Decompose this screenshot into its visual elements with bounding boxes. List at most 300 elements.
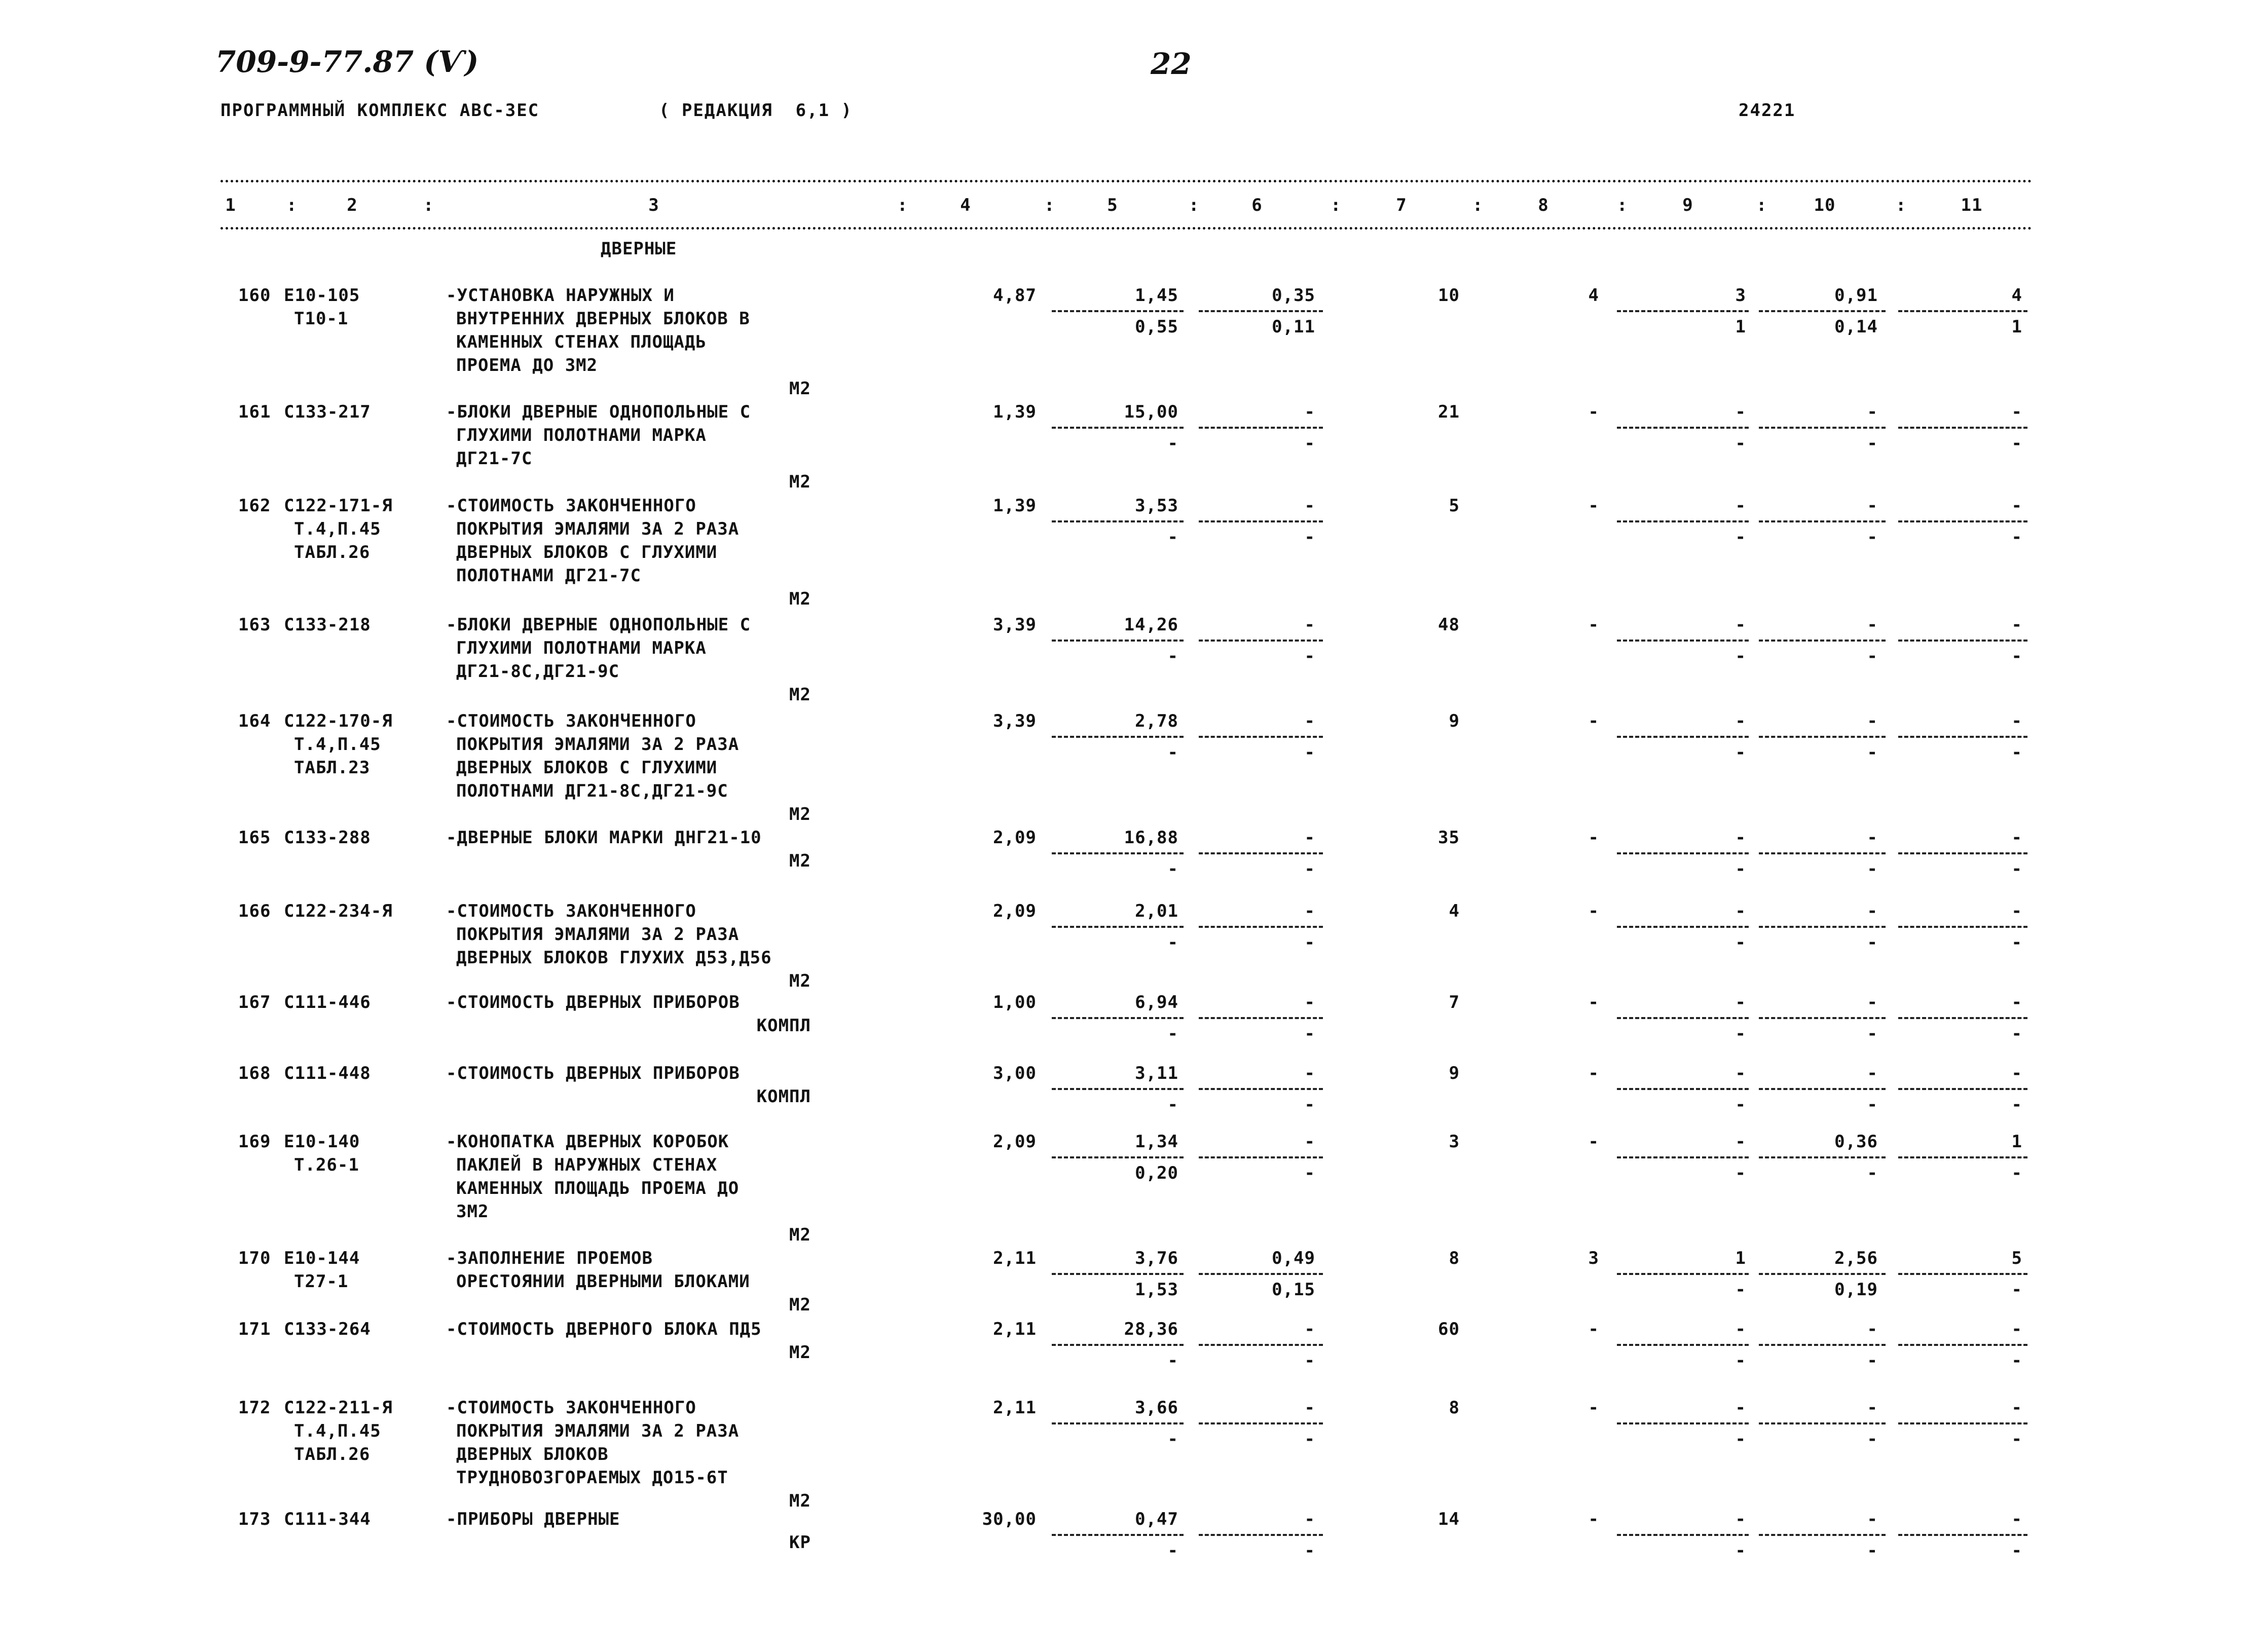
- column-separator: :: [286, 195, 298, 215]
- cell-c6-top: -: [1304, 828, 1315, 848]
- cell-c8: -: [1588, 711, 1599, 731]
- row-number: 170: [238, 1248, 271, 1268]
- column-header-4: 4: [960, 195, 971, 215]
- cell-c5-bottom: 1,53: [1135, 1280, 1178, 1300]
- row-description: ДВЕРНЫХ БЛОКОВ ГЛУХИХ Д53,Д56: [456, 948, 772, 968]
- cell-divider: [1898, 1273, 2027, 1275]
- cell-divider: [1759, 520, 1886, 522]
- cell-divider: [1898, 1017, 2027, 1019]
- cell-c10-bottom: -: [1867, 527, 1878, 547]
- row-description: -СТОИМОСТЬ ЗАКОНЧЕННОГО: [446, 1398, 696, 1418]
- cell-c10-bottom: -: [1867, 1429, 1878, 1449]
- cell-c9-top: 1: [1735, 1248, 1746, 1268]
- cell-divider: [1052, 852, 1184, 854]
- cell-c7: 8: [1449, 1398, 1460, 1418]
- cell-divider: [1052, 310, 1184, 312]
- cell-c11-top: -: [2011, 828, 2022, 848]
- cell-c6-bottom: -: [1304, 646, 1315, 666]
- cell-c11-top: -: [2011, 496, 2022, 516]
- cell-divider: [1759, 736, 1886, 738]
- cell-c5-bottom: -: [1167, 1024, 1178, 1044]
- cell-c6-bottom: -: [1304, 1163, 1315, 1183]
- cell-c9-bottom: -: [1735, 1095, 1746, 1115]
- cell-c10-bottom: -: [1867, 859, 1878, 879]
- cell-c8: -: [1588, 1398, 1599, 1418]
- cell-c6-top: -: [1304, 496, 1315, 516]
- row-description: ОРЕСТОЯНИИ ДВЕРНЫМИ БЛОКАМИ: [456, 1271, 750, 1292]
- row-code: С122-170-Я: [284, 711, 393, 731]
- cell-c6-bottom: -: [1304, 433, 1315, 454]
- cell-c6-bottom: -: [1304, 1024, 1315, 1044]
- cell-c5-bottom: -: [1167, 859, 1178, 879]
- cell-c6-top: -: [1304, 992, 1315, 1012]
- cell-c8: -: [1588, 496, 1599, 516]
- cell-c11-bottom: -: [2011, 1024, 2022, 1044]
- cell-c8: -: [1588, 1509, 1599, 1529]
- row-description: -СТОИМОСТЬ ДВЕРНЫХ ПРИБОРОВ: [446, 992, 740, 1012]
- cell-divider: [1759, 1534, 1886, 1536]
- cell-divider: [1617, 1088, 1749, 1090]
- cell-c10-top: -: [1867, 402, 1878, 422]
- section-title: ДВЕРНЫЕ: [601, 239, 677, 259]
- row-number: 163: [238, 615, 271, 635]
- cell-divider: [1617, 1156, 1749, 1158]
- column-separator: :: [1189, 195, 1200, 215]
- cell-c11-bottom: -: [2011, 1429, 2022, 1449]
- row-description: ДГ21-7С: [456, 448, 533, 469]
- column-header-8: 8: [1538, 195, 1549, 215]
- cell-divider: [1617, 1273, 1749, 1275]
- row-number: 172: [238, 1398, 271, 1418]
- row-number: 166: [238, 901, 271, 921]
- row-description: ПОКРЫТИЯ ЭМАЛЯМИ ЗА 2 РАЗА: [456, 924, 740, 945]
- document-number: 24221: [1739, 100, 1796, 121]
- cell-divider: [1898, 640, 2027, 642]
- cell-c9-bottom: -: [1735, 859, 1746, 879]
- cell-divider: [1052, 1156, 1184, 1158]
- cell-divider: [1898, 1088, 2027, 1090]
- row-number: 165: [238, 828, 271, 848]
- cell-c8: 3: [1588, 1248, 1599, 1268]
- cell-c4: 3,39: [993, 711, 1037, 731]
- cell-c10-top: -: [1867, 1319, 1878, 1339]
- cell-divider: [1199, 736, 1323, 738]
- cell-divider: [1898, 1422, 2027, 1424]
- cell-c9-bottom: 1: [1735, 317, 1746, 337]
- row-unit: М2: [789, 804, 811, 824]
- cell-divider: [1199, 926, 1323, 928]
- cell-c5-bottom: -: [1167, 1095, 1178, 1115]
- cell-c6-top: -: [1304, 1509, 1315, 1529]
- cell-divider: [1898, 310, 2027, 312]
- cell-divider: [1617, 520, 1749, 522]
- cell-c9-bottom: -: [1735, 1280, 1746, 1300]
- row-description: ПАКЛЕЙ В НАРУЖНЫХ СТЕНАХ: [456, 1155, 718, 1175]
- cell-c7: 60: [1438, 1319, 1460, 1339]
- cell-c8: -: [1588, 1132, 1599, 1152]
- cell-c6-bottom: 0,11: [1272, 317, 1315, 337]
- cell-c9-bottom: -: [1735, 433, 1746, 454]
- cell-c5-bottom: -: [1167, 1541, 1178, 1561]
- cell-c9-top: -: [1735, 402, 1746, 422]
- row-description: КАМЕННЫХ ПЛОЩАДЬ ПРОЕМА ДО: [456, 1178, 740, 1198]
- cell-c7: 48: [1438, 615, 1460, 635]
- cell-divider: [1199, 310, 1323, 312]
- row-code: Т.4,П.45: [294, 1421, 381, 1441]
- header-rule: [220, 227, 2033, 230]
- cell-c4: 3,39: [993, 615, 1037, 635]
- cell-c11-top: -: [2011, 901, 2022, 921]
- cell-c5-bottom: -: [1167, 646, 1178, 666]
- cell-c6-bottom: -: [1304, 1429, 1315, 1449]
- cell-c6-bottom: -: [1304, 1541, 1315, 1561]
- cell-c11-bottom: -: [2011, 1350, 2022, 1371]
- cell-c11-top: -: [2011, 711, 2022, 731]
- cell-c9-bottom: -: [1735, 932, 1746, 953]
- cell-c10-top: 2,56: [1834, 1248, 1878, 1268]
- cell-c5-top: 0,47: [1135, 1509, 1178, 1529]
- column-header-11: 11: [1961, 195, 1983, 215]
- cell-c5-top: 1,45: [1135, 285, 1178, 306]
- cell-divider: [1199, 520, 1323, 522]
- row-description: -УСТАНОВКА НАРУЖНЫХ И: [446, 285, 675, 306]
- column-separator: :: [1044, 195, 1055, 215]
- cell-c9-top: -: [1735, 1319, 1746, 1339]
- row-description: КАМЕННЫХ СТЕНАХ ПЛОЩАДЬ: [456, 332, 707, 352]
- cell-c10-top: -: [1867, 992, 1878, 1012]
- cell-c4: 4,87: [993, 285, 1037, 306]
- cell-c6-bottom: -: [1304, 932, 1315, 953]
- cell-c6-top: 0,49: [1272, 1248, 1315, 1268]
- cell-c11-bottom: -: [2011, 1163, 2022, 1183]
- column-header-10: 10: [1814, 195, 1836, 215]
- cell-c5-top: 28,36: [1124, 1319, 1178, 1339]
- cell-c6-top: -: [1304, 901, 1315, 921]
- column-header-3: 3: [648, 195, 659, 215]
- cell-divider: [1199, 1156, 1323, 1158]
- cell-c11-bottom: -: [2011, 742, 2022, 763]
- cell-c4: 2,11: [993, 1248, 1037, 1268]
- row-description: -ДВЕРНЫЕ БЛОКИ МАРКИ ДНГ21-10: [446, 828, 762, 848]
- row-description: ПРОЕМА ДО 3М2: [456, 355, 598, 376]
- row-number: 168: [238, 1063, 271, 1083]
- row-code: С133-264: [284, 1319, 371, 1339]
- row-description: ДГ21-8С,ДГ21-9С: [456, 661, 620, 682]
- cell-divider: [1759, 1156, 1886, 1158]
- row-code: Т10-1: [294, 309, 349, 329]
- cell-divider: [1199, 1088, 1323, 1090]
- cell-c10-bottom: -: [1867, 1350, 1878, 1371]
- cell-c5-bottom: -: [1167, 527, 1178, 547]
- row-description: ТРУДНОВОЗГОРАЕМЫХ ДО15-6Т: [456, 1468, 728, 1488]
- cell-c9-top: -: [1735, 1063, 1746, 1083]
- cell-c5-top: 3,11: [1135, 1063, 1178, 1083]
- cell-c6-bottom: -: [1304, 1350, 1315, 1371]
- row-unit: М2: [789, 379, 811, 399]
- page-number: 22: [1151, 47, 1192, 81]
- cell-c6-bottom: -: [1304, 859, 1315, 879]
- cell-c9-top: 3: [1735, 285, 1746, 306]
- cell-divider: [1617, 427, 1749, 429]
- cell-c11-bottom: -: [2011, 1095, 2022, 1115]
- edition-label: ( РЕДАКЦИЯ 6,1 ): [659, 100, 853, 121]
- cell-c10-top: -: [1867, 828, 1878, 848]
- cell-divider: [1199, 1273, 1323, 1275]
- cell-c8: -: [1588, 901, 1599, 921]
- row-description: -КОНОПАТКА ДВЕРНЫХ КОРОБОК: [446, 1132, 729, 1152]
- cell-c8: -: [1588, 615, 1599, 635]
- row-description: ПОКРЫТИЯ ЭМАЛЯМИ ЗА 2 РАЗА: [456, 1421, 740, 1441]
- row-description: ДВЕРНЫХ БЛОКОВ: [456, 1444, 609, 1465]
- row-unit: М2: [789, 1225, 811, 1245]
- cell-c7: 10: [1438, 285, 1460, 306]
- column-header-2: 2: [347, 195, 358, 215]
- cell-c11-top: 1: [2011, 1132, 2022, 1152]
- top-rule: [220, 180, 2033, 182]
- cell-c10-top: -: [1867, 1509, 1878, 1529]
- row-code: Т27-1: [294, 1271, 349, 1292]
- cell-c6-top: -: [1304, 402, 1315, 422]
- column-separator: :: [1331, 195, 1342, 215]
- row-description: -БЛОКИ ДВЕРНЫЕ ОДНОПОЛЬНЫЕ С: [446, 615, 751, 635]
- row-number: 173: [238, 1509, 271, 1529]
- cell-c11-bottom: 1: [2011, 317, 2022, 337]
- cell-c10-bottom: 0,19: [1834, 1280, 1878, 1300]
- cell-c5-top: 15,00: [1124, 402, 1178, 422]
- cell-c11-top: -: [2011, 1398, 2022, 1418]
- cell-c11-bottom: -: [2011, 932, 2022, 953]
- row-unit: М2: [789, 851, 811, 871]
- cell-c11-top: 5: [2011, 1248, 2022, 1268]
- cell-c6-bottom: -: [1304, 1095, 1315, 1115]
- row-description: -СТОИМОСТЬ ДВЕРНЫХ ПРИБОРОВ: [446, 1063, 740, 1083]
- cell-c9-top: -: [1735, 901, 1746, 921]
- cell-c9-top: -: [1735, 1509, 1746, 1529]
- cell-c4: 2,09: [993, 1132, 1037, 1152]
- row-code: С122-234-Я: [284, 901, 393, 921]
- row-description: ПОЛОТНАМИ ДГ21-8С,ДГ21-9С: [456, 781, 728, 801]
- cell-c8: -: [1588, 1063, 1599, 1083]
- row-unit: М2: [789, 1295, 811, 1315]
- cell-divider: [1759, 310, 1886, 312]
- column-header-6: 6: [1251, 195, 1263, 215]
- row-code: С133-288: [284, 828, 371, 848]
- cell-c9-bottom: -: [1735, 742, 1746, 763]
- cell-c9-bottom: -: [1735, 1429, 1746, 1449]
- row-number: 162: [238, 496, 271, 516]
- cell-divider: [1759, 1017, 1886, 1019]
- cell-c10-bottom: -: [1867, 1095, 1878, 1115]
- cell-c10-bottom: -: [1867, 433, 1878, 454]
- row-unit: М2: [789, 472, 811, 492]
- row-description: -СТОИМОСТЬ ЗАКОНЧЕННОГО: [446, 496, 696, 516]
- row-code: С111-344: [284, 1509, 371, 1529]
- column-separator: :: [1617, 195, 1628, 215]
- cell-divider: [1898, 1344, 2027, 1346]
- row-description: -СТОИМОСТЬ ЗАКОНЧЕННОГО: [446, 711, 696, 731]
- cell-c10-top: -: [1867, 711, 1878, 731]
- cell-c11-bottom: -: [2011, 646, 2022, 666]
- cell-c11-bottom: -: [2011, 859, 2022, 879]
- cell-divider: [1898, 852, 2027, 854]
- cell-c7: 7: [1449, 992, 1460, 1012]
- row-code: Т.4,П.45: [294, 519, 381, 539]
- cell-divider: [1052, 926, 1184, 928]
- cell-c4: 1,00: [993, 992, 1037, 1012]
- cell-c9-top: -: [1735, 496, 1746, 516]
- cell-c11-top: -: [2011, 615, 2022, 635]
- cell-divider: [1199, 1344, 1323, 1346]
- cell-c8: -: [1588, 992, 1599, 1012]
- cell-c5-top: 14,26: [1124, 615, 1178, 635]
- row-description: -СТОИМОСТЬ ЗАКОНЧЕННОГО: [446, 901, 696, 921]
- cell-c10-bottom: -: [1867, 742, 1878, 763]
- row-code: ТАБЛ.23: [294, 758, 371, 778]
- cell-divider: [1617, 1422, 1749, 1424]
- cell-c10-bottom: -: [1867, 646, 1878, 666]
- cell-c9-top: -: [1735, 1132, 1746, 1152]
- row-code: С133-218: [284, 615, 371, 635]
- row-code: С111-446: [284, 992, 371, 1012]
- cell-c5-bottom: -: [1167, 742, 1178, 763]
- cell-divider: [1199, 640, 1323, 642]
- cell-divider: [1199, 1422, 1323, 1424]
- cell-c8: -: [1588, 402, 1599, 422]
- cell-c7: 14: [1438, 1509, 1460, 1529]
- cell-c7: 21: [1438, 402, 1460, 422]
- cell-c10-bottom: -: [1867, 1163, 1878, 1183]
- cell-c6-top: -: [1304, 1132, 1315, 1152]
- cell-c4: 2,11: [993, 1319, 1037, 1339]
- cell-c9-top: -: [1735, 992, 1746, 1012]
- cell-divider: [1898, 427, 2027, 429]
- row-code: Е10-140: [284, 1132, 360, 1152]
- column-header-1: 1: [225, 195, 236, 215]
- row-code: С133-217: [284, 402, 371, 422]
- cell-c6-top: 0,35: [1272, 285, 1315, 306]
- cell-c5-bottom: 0,55: [1135, 317, 1178, 337]
- cell-c6-bottom: 0,15: [1272, 1280, 1315, 1300]
- cell-divider: [1759, 852, 1886, 854]
- cell-c6-top: -: [1304, 1319, 1315, 1339]
- cell-divider: [1617, 1344, 1749, 1346]
- row-description: 3М2: [456, 1202, 489, 1222]
- cell-c10-bottom: 0,14: [1834, 317, 1878, 337]
- cell-c5-top: 16,88: [1124, 828, 1178, 848]
- cell-divider: [1617, 640, 1749, 642]
- cell-c7: 9: [1449, 711, 1460, 731]
- cell-c11-top: -: [2011, 1509, 2022, 1529]
- cell-c6-top: -: [1304, 711, 1315, 731]
- cell-c7: 8: [1449, 1248, 1460, 1268]
- document-code: 709-9-77.87 (Ѵ): [215, 45, 479, 79]
- cell-divider: [1759, 1273, 1886, 1275]
- row-code: ТАБЛ.26: [294, 542, 371, 562]
- cell-divider: [1617, 1017, 1749, 1019]
- row-description: -ПРИБОРЫ ДВЕРНЫЕ: [446, 1509, 620, 1529]
- cell-c4: 30,00: [982, 1509, 1037, 1529]
- cell-c5-bottom: 0,20: [1135, 1163, 1178, 1183]
- cell-divider: [1898, 1156, 2027, 1158]
- cell-divider: [1759, 427, 1886, 429]
- cell-c8: -: [1588, 1319, 1599, 1339]
- cell-c5-top: 1,34: [1135, 1132, 1178, 1152]
- cell-divider: [1052, 736, 1184, 738]
- cell-c11-top: -: [2011, 402, 2022, 422]
- cell-c5-bottom: -: [1167, 932, 1178, 953]
- cell-c11-top: -: [2011, 1319, 2022, 1339]
- row-description: ДВЕРНЫХ БЛОКОВ С ГЛУХИМИ: [456, 542, 718, 562]
- cell-c6-top: -: [1304, 615, 1315, 635]
- cell-c6-top: -: [1304, 1398, 1315, 1418]
- cell-c11-top: 4: [2011, 285, 2022, 306]
- cell-c4: 2,09: [993, 901, 1037, 921]
- cell-c7: 4: [1449, 901, 1460, 921]
- cell-c7: 5: [1449, 496, 1460, 516]
- row-code: Е10-105: [284, 285, 360, 306]
- cell-c4: 1,39: [993, 402, 1037, 422]
- cell-c9-bottom: -: [1735, 527, 1746, 547]
- row-description: ВНУТРЕННИХ ДВЕРНЫХ БЛОКОВ В: [456, 309, 750, 329]
- cell-c9-top: -: [1735, 615, 1746, 635]
- cell-c11-bottom: -: [2011, 527, 2022, 547]
- cell-c7: 9: [1449, 1063, 1460, 1083]
- cell-c6-top: -: [1304, 1063, 1315, 1083]
- row-description: ГЛУХИМИ ПОЛОТНАМИ МАРКА: [456, 425, 707, 445]
- row-code: ТАБЛ.26: [294, 1444, 371, 1465]
- row-code: Е10-144: [284, 1248, 360, 1268]
- row-code: С122-171-Я: [284, 496, 393, 516]
- cell-c6-bottom: -: [1304, 742, 1315, 763]
- cell-c10-top: -: [1867, 901, 1878, 921]
- cell-divider: [1617, 1534, 1749, 1536]
- cell-c4: 2,11: [993, 1398, 1037, 1418]
- cell-c9-bottom: -: [1735, 1541, 1746, 1561]
- row-unit: М2: [789, 971, 811, 991]
- row-unit: КОМПЛ: [756, 1086, 811, 1107]
- cell-divider: [1052, 520, 1184, 522]
- cell-divider: [1199, 1017, 1323, 1019]
- row-description: -СТОИМОСТЬ ДВЕРНОГО БЛОКА ПД5: [446, 1319, 762, 1339]
- cell-c11-top: -: [2011, 1063, 2022, 1083]
- cell-divider: [1052, 640, 1184, 642]
- row-description: ПОЛОТНАМИ ДГ21-7С: [456, 566, 641, 586]
- column-separator: :: [1896, 195, 1907, 215]
- row-unit: М2: [789, 1491, 811, 1511]
- cell-divider: [1052, 1422, 1184, 1424]
- cell-c11-bottom: -: [2011, 433, 2022, 454]
- cell-c5-top: 2,78: [1135, 711, 1178, 731]
- cell-c10-top: -: [1867, 615, 1878, 635]
- cell-c5-bottom: -: [1167, 1429, 1178, 1449]
- cell-divider: [1617, 310, 1749, 312]
- cell-c4: 3,00: [993, 1063, 1037, 1083]
- cell-c9-bottom: -: [1735, 1350, 1746, 1371]
- cell-divider: [1759, 1422, 1886, 1424]
- cell-c10-bottom: -: [1867, 1541, 1878, 1561]
- row-unit: КР: [789, 1532, 811, 1553]
- cell-c10-top: 0,91: [1834, 285, 1878, 306]
- cell-c11-top: -: [2011, 992, 2022, 1012]
- cell-divider: [1759, 640, 1886, 642]
- cell-c9-top: -: [1735, 711, 1746, 731]
- row-unit: М2: [789, 685, 811, 705]
- cell-c6-bottom: -: [1304, 527, 1315, 547]
- cell-divider: [1898, 736, 2027, 738]
- column-header-5: 5: [1107, 195, 1118, 215]
- cell-divider: [1052, 1344, 1184, 1346]
- cell-divider: [1617, 736, 1749, 738]
